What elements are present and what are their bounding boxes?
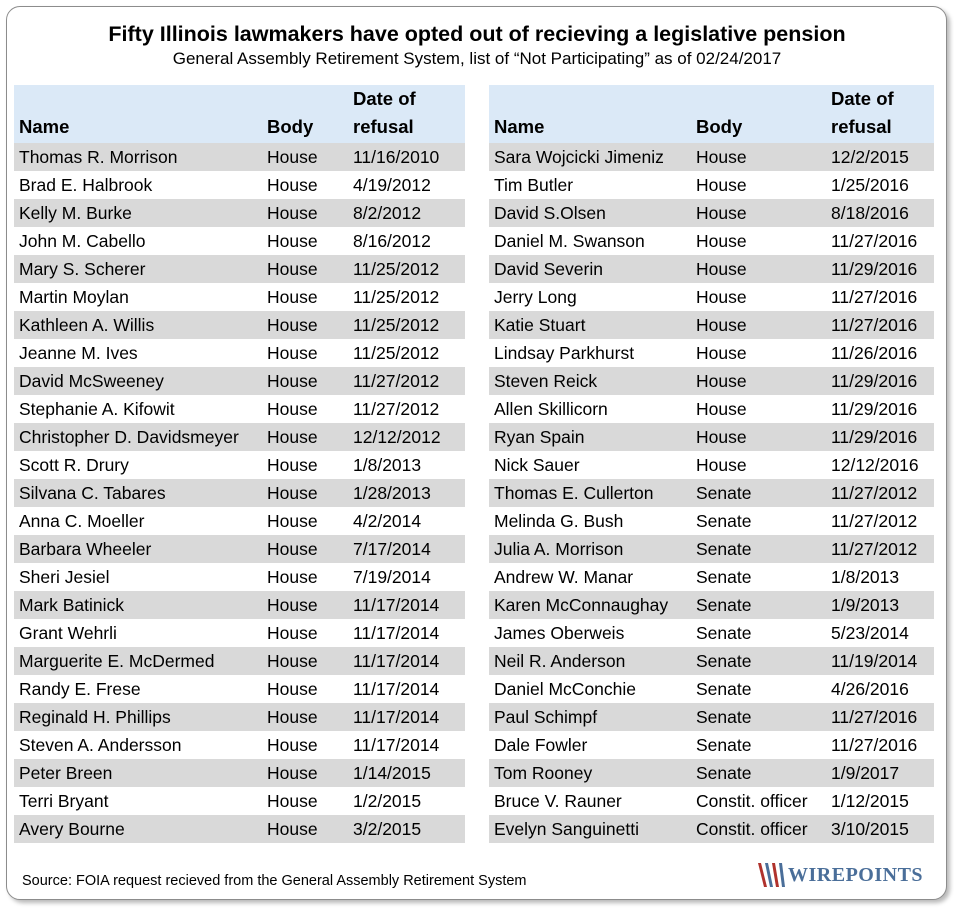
table-row xyxy=(14,731,465,759)
cell-name: Barbara Wheeler xyxy=(14,535,262,563)
cell-date: 12/2/2015 xyxy=(826,143,934,171)
cell-date: 4/19/2012 xyxy=(353,175,431,195)
table-row xyxy=(489,339,934,367)
table-row xyxy=(14,479,465,507)
table-row xyxy=(489,787,934,815)
cell-name: Kelly M. Burke xyxy=(14,199,262,227)
table-row xyxy=(489,535,934,563)
cell-body: House xyxy=(267,735,318,755)
cell-date: 11/27/2016 xyxy=(831,231,918,251)
cell-date: 11/17/2014 xyxy=(348,591,465,619)
cell-name: Kathleen A. Willis xyxy=(14,311,262,339)
cell-name: David S.Olsen xyxy=(489,199,691,227)
cell-body: House xyxy=(267,175,318,195)
cell-date: 1/12/2015 xyxy=(831,791,909,811)
cell-name: Thomas R. Morrison xyxy=(14,143,262,171)
cell-date: 4/26/2016 xyxy=(831,679,909,699)
table-row xyxy=(489,563,934,591)
cell-body: Senate xyxy=(696,623,752,643)
cell-body: House xyxy=(267,679,318,699)
cell-name: Neil R. Anderson xyxy=(489,647,691,675)
cell-body: House xyxy=(262,647,348,675)
cell-name: Martin Moylan xyxy=(19,287,129,307)
cell-date: 11/17/2014 xyxy=(348,703,465,731)
table-body-left xyxy=(14,143,465,843)
cell-body: Constit. officer xyxy=(691,815,826,843)
cell-date: 11/27/2016 xyxy=(831,287,918,307)
cell-date: 11/16/2010 xyxy=(348,143,465,171)
cell-name: John M. Cabello xyxy=(19,231,146,251)
cell-body: Senate xyxy=(691,759,826,787)
cell-date: 11/29/2016 xyxy=(826,367,934,395)
cell-date: 11/27/2012 xyxy=(353,399,440,419)
cell-date: 1/8/2013 xyxy=(353,455,422,475)
cell-body: House xyxy=(262,367,348,395)
cell-body: House xyxy=(267,567,318,587)
cell-name: Sara Wojcicki Jimeniz xyxy=(489,143,691,171)
cell-name: James Oberweis xyxy=(494,623,625,643)
cell-date: 3/10/2015 xyxy=(826,815,934,843)
cell-body: Senate xyxy=(691,703,826,731)
cell-body: House xyxy=(262,479,348,507)
cell-date: 11/17/2014 xyxy=(348,647,465,675)
lawmakers-table-left xyxy=(14,85,465,843)
page-subtitle: General Assembly Retirement System, list of “Not Participating” as of 02/24/2017 xyxy=(172,49,782,68)
wirepoints-logo-icon xyxy=(756,860,786,890)
column-header-body: Body xyxy=(691,85,826,143)
cell-name: Evelyn Sanguinetti xyxy=(489,815,691,843)
table-row xyxy=(489,283,934,311)
cell-name: Jerry Long xyxy=(494,287,577,307)
cell-date: 3/2/2015 xyxy=(348,815,465,843)
cell-body: House xyxy=(262,199,348,227)
cell-name: Peter Breen xyxy=(14,759,262,787)
cell-name: Tom Rooney xyxy=(489,759,691,787)
cell-name: Julia A. Morrison xyxy=(489,535,691,563)
cell-body: Senate xyxy=(696,679,752,699)
cell-date: 11/27/2012 xyxy=(826,479,934,507)
table-row xyxy=(14,563,465,591)
table-row xyxy=(14,451,465,479)
cell-date: 1/9/2017 xyxy=(826,759,934,787)
cell-date: 1/2/2015 xyxy=(353,791,422,811)
cell-name: Grant Wehrli xyxy=(19,623,117,643)
cell-body: House xyxy=(696,343,747,363)
cell-date: 11/17/2014 xyxy=(353,623,440,643)
cell-body: Constit. officer xyxy=(696,791,808,811)
cell-date: 11/25/2012 xyxy=(353,287,440,307)
cell-date: 11/29/2016 xyxy=(826,423,934,451)
cell-date: 1/25/2016 xyxy=(831,175,909,195)
cell-name: Avery Bourne xyxy=(14,815,262,843)
cell-body: House xyxy=(267,623,318,643)
cell-name: Randy E. Frese xyxy=(19,679,141,699)
cell-name: Thomas E. Cullerton xyxy=(489,479,691,507)
cell-body: House xyxy=(691,367,826,395)
table-row xyxy=(489,703,934,731)
table-row xyxy=(14,367,465,395)
table-row xyxy=(489,619,934,647)
cell-date: 1/9/2013 xyxy=(826,591,934,619)
cell-name: Andrew W. Manar xyxy=(494,567,634,587)
cell-name: Anna C. Moeller xyxy=(19,511,145,531)
cell-name: Sheri Jesiel xyxy=(19,567,110,587)
cell-body: House xyxy=(696,399,747,419)
cell-body: House xyxy=(267,399,318,419)
cell-date: 1/14/2015 xyxy=(348,759,465,787)
cell-name: Mark Batinick xyxy=(14,591,262,619)
lawmakers-table-right xyxy=(489,85,934,843)
table-row xyxy=(14,143,465,171)
cell-body: House xyxy=(262,591,348,619)
cell-date: 11/29/2016 xyxy=(826,255,934,283)
column-header-body: Body xyxy=(262,85,348,143)
table-row xyxy=(14,591,465,619)
cell-name: Christopher D. Davidsmeyer xyxy=(14,423,262,451)
cell-date: 12/12/2012 xyxy=(348,423,465,451)
table-row xyxy=(14,675,465,703)
cell-date: 11/27/2012 xyxy=(348,367,465,395)
cell-date: 11/19/2014 xyxy=(826,647,934,675)
cell-date: 11/27/2012 xyxy=(826,535,934,563)
cell-date: 11/17/2014 xyxy=(353,735,440,755)
table-row xyxy=(14,535,465,563)
cell-date: 8/16/2012 xyxy=(353,231,431,251)
cell-name: Karen McConnaughay xyxy=(489,591,691,619)
cell-body: House xyxy=(691,423,826,451)
cell-date: 11/25/2012 xyxy=(348,255,465,283)
cell-name: Steven Reick xyxy=(489,367,691,395)
cell-body: House xyxy=(262,143,348,171)
cell-date: 1/8/2013 xyxy=(831,567,900,587)
cell-name: Marguerite E. McDermed xyxy=(14,647,262,675)
table-row xyxy=(14,759,465,787)
cell-name: Bruce V. Rauner xyxy=(494,791,622,811)
column-header-date: Date of refusal xyxy=(348,85,465,143)
cell-body: Senate xyxy=(696,511,752,531)
cell-date: 11/26/2016 xyxy=(831,343,918,363)
table-row xyxy=(489,395,934,423)
cell-name: Stephanie A. Kifowit xyxy=(19,399,175,419)
cell-body: House xyxy=(262,423,348,451)
cell-body: House xyxy=(262,311,348,339)
cell-name: Scott R. Drury xyxy=(19,455,129,475)
table-row xyxy=(489,675,934,703)
table-row xyxy=(14,171,465,199)
cell-date: 11/17/2014 xyxy=(353,679,440,699)
table-row xyxy=(14,339,465,367)
cell-body: Senate xyxy=(691,591,826,619)
cell-body: Senate xyxy=(691,535,826,563)
table-row xyxy=(489,507,934,535)
cell-name: Ryan Spain xyxy=(489,423,691,451)
cell-name: Daniel M. Swanson xyxy=(494,231,645,251)
table-row xyxy=(489,255,934,283)
cell-body: House xyxy=(267,287,318,307)
cell-body: House xyxy=(267,791,318,811)
table-row xyxy=(489,591,934,619)
cell-date: 11/27/2016 xyxy=(826,311,934,339)
cell-name: Melinda G. Bush xyxy=(494,511,624,531)
cell-body: House xyxy=(696,175,747,195)
table-row xyxy=(489,451,934,479)
table-row xyxy=(14,815,465,843)
table-row xyxy=(14,647,465,675)
cell-body: Senate xyxy=(696,567,752,587)
cell-body: House xyxy=(691,199,826,227)
column-header-name: Name xyxy=(489,85,691,143)
table-row xyxy=(489,367,934,395)
cell-date: 7/17/2014 xyxy=(348,535,465,563)
table-row xyxy=(14,283,465,311)
table-row xyxy=(14,619,465,647)
cell-name: Reginald H. Phillips xyxy=(14,703,262,731)
cell-date: 1/28/2013 xyxy=(348,479,465,507)
cell-name: Jeanne M. Ives xyxy=(19,343,138,363)
cell-date: 8/18/2016 xyxy=(826,199,934,227)
cell-body: House xyxy=(262,703,348,731)
cell-name: Katie Stuart xyxy=(489,311,691,339)
cell-body: House xyxy=(267,455,318,475)
cell-name: David McSweeney xyxy=(14,367,262,395)
cell-body: House xyxy=(696,231,747,251)
table-row xyxy=(14,787,465,815)
cell-name: Brad E. Halbrook xyxy=(19,175,153,195)
cell-date: 8/2/2012 xyxy=(348,199,465,227)
cell-name: Nick Sauer xyxy=(494,455,580,475)
table-row xyxy=(14,703,465,731)
cell-name: Terri Bryant xyxy=(19,791,109,811)
cell-body: House xyxy=(267,231,318,251)
cell-body: House xyxy=(262,759,348,787)
table-row xyxy=(14,227,465,255)
cell-body: Senate xyxy=(691,647,826,675)
table-row xyxy=(489,227,934,255)
table-row xyxy=(489,171,934,199)
wirepoints-logo xyxy=(756,860,923,890)
cell-name: Paul Schimpf xyxy=(489,703,691,731)
source-note: Source: FOIA request recieved from the General Assembly Retirement System xyxy=(22,873,527,889)
cell-name: Silvana C. Tabares xyxy=(14,479,262,507)
table-row xyxy=(489,199,934,227)
table-row xyxy=(14,199,465,227)
cell-body: House xyxy=(691,311,826,339)
cell-body: House xyxy=(267,343,318,363)
cell-name: Mary S. Scherer xyxy=(14,255,262,283)
table-row xyxy=(489,815,934,843)
table-row xyxy=(14,255,465,283)
cell-date: 4/2/2014 xyxy=(353,511,422,531)
page-title: Fifty Illinois lawmakers have opted out of recieving a legislative pension xyxy=(108,22,846,46)
cell-body: House xyxy=(262,255,348,283)
cell-date: 12/12/2016 xyxy=(831,455,919,475)
table-row xyxy=(489,647,934,675)
cell-date: 11/29/2016 xyxy=(831,399,918,419)
cell-name: Steven A. Andersson xyxy=(19,735,182,755)
table-row xyxy=(489,731,934,759)
table-row xyxy=(14,311,465,339)
cell-name: Tim Butler xyxy=(494,175,574,195)
column-header-date: Date of refusal xyxy=(826,85,934,143)
cell-name: Allen Skillicorn xyxy=(494,399,608,419)
cell-date: 7/19/2014 xyxy=(353,567,431,587)
cell-date: 5/23/2014 xyxy=(831,623,909,643)
cell-date: 11/27/2016 xyxy=(831,735,918,755)
cell-body: House xyxy=(696,287,747,307)
cell-body: House xyxy=(691,255,826,283)
table-row xyxy=(14,395,465,423)
cell-name: Lindsay Parkhurst xyxy=(494,343,635,363)
cell-body: House xyxy=(691,143,826,171)
table-row xyxy=(489,143,934,171)
cell-name: Daniel McConchie xyxy=(494,679,637,699)
table-body-right xyxy=(489,143,934,843)
cell-body: House xyxy=(267,511,318,531)
column-header-name: Name xyxy=(14,85,262,143)
cell-date: 11/25/2012 xyxy=(353,343,440,363)
table-row xyxy=(489,423,934,451)
cell-name: David Severin xyxy=(489,255,691,283)
table-row xyxy=(14,423,465,451)
cell-date: 11/27/2012 xyxy=(831,511,918,531)
cell-date: 11/25/2012 xyxy=(348,311,465,339)
cell-body: Senate xyxy=(696,735,752,755)
cell-body: House xyxy=(262,815,348,843)
cell-name: Dale Fowler xyxy=(494,735,588,755)
table-row xyxy=(14,507,465,535)
table-row xyxy=(489,479,934,507)
cell-body: House xyxy=(696,455,747,475)
table-row xyxy=(489,311,934,339)
cell-body: Senate xyxy=(691,479,826,507)
logo-text: WIREPOINTS xyxy=(788,863,924,886)
table-row xyxy=(489,759,934,787)
cell-body: House xyxy=(262,535,348,563)
cell-date: 11/27/2016 xyxy=(826,703,934,731)
